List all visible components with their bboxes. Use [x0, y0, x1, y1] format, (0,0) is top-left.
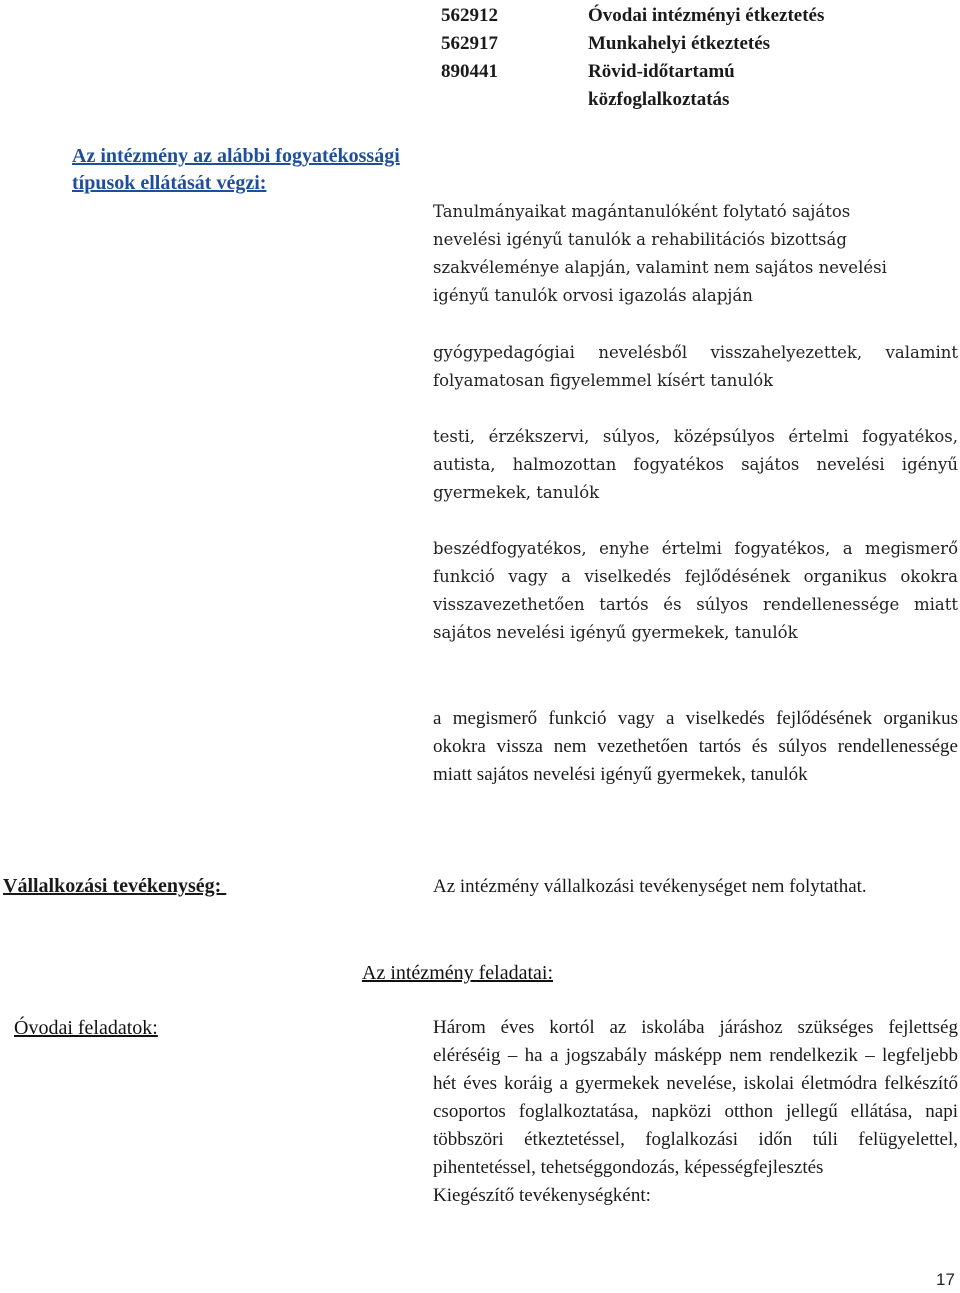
disability-types-label: Az intézmény az alábbi fogyatékossági típusok ellátását végzi:: [72, 145, 400, 194]
business-activity-text: Az intézmény vállalkozási tevékenységet nem folytathat.: [433, 876, 867, 897]
supplementary-label: Kiegészítő tevékenységként:: [433, 1185, 651, 1206]
kindergarten-tasks-label: Óvodai feladatok:: [14, 1017, 158, 1039]
activity-name: Munkahelyi étkeztetés: [588, 33, 771, 54]
activity-code: 890441: [441, 61, 498, 82]
paragraph-text: testi, érzékszervi, súlyos, középsúlyos értelmi fogyatékos, autista, halmozottan fogyatékos sajátos nevelési igényű gyermekek, tanulók: [433, 427, 958, 502]
paragraph-text: beszédfogyatékos, enyhe értelmi fogyatékos, a megismerő funkció vagy a viselkedés fejlődésének organikus okokra visszavezethetően tartós és súlyos rendellenessége miatt sajátos nevelési igényű gyermekek, tanulók: [433, 539, 958, 642]
disability-paragraph: [433, 423, 958, 507]
tasks-heading: Az intézmény feladatai:: [362, 962, 554, 984]
activity-name: Rövid-időtartamú közfoglalkoztatás: [588, 61, 735, 110]
paragraph-text: gyógypedagógiai nevelésből visszahelyezettek, valamint folyamatosan figyelemmel kísért tanulók: [433, 343, 958, 390]
paragraph-text: a megismerő funkció vagy a viselkedés fejlődésének organikus okokra vissza nem vezethetően tartós és súlyos rendellenessége miatt sajátos nevelési igényű gyermekek, tanulók: [433, 708, 958, 785]
paragraph-text: Tanulmányaikat magántanulóként folytató sajátos nevelési igényű tanulók a rehabilitációs bizottság szakvéleménye alapján, valamint nem sajátos nevelési igényű tanulók orvosi igazolás alapján: [433, 202, 887, 305]
disability-paragraph: [433, 705, 958, 789]
activity-code: 562917: [441, 33, 498, 54]
kindergarten-tasks-text: [433, 1014, 958, 1210]
kindergarten-tasks-paragraph: Három éves kortól az iskolába járáshoz szükséges fejlettség eléréséig – ha a jogszabály másképp nem rendelkezik – legfeljebb hét éves koráig a gyermekek nevelése, iskolai életmódra felkészítő csoportos foglalkoztatása, napközi otthon jellegű ellátása, napi többszöri étkeztetéssel, foglalkozási időn túli felügyelettel, pihentetéssel, tehetséggondozás, képességfejlesztés: [433, 1017, 958, 1178]
disability-paragraph: [433, 198, 903, 310]
business-activity-label: Vállalkozási tevékenység:: [3, 875, 227, 897]
disability-paragraph: [433, 339, 958, 395]
disability-paragraph: [433, 535, 958, 647]
activity-name: Óvodai intézményi étkeztetés: [588, 5, 825, 26]
activity-code: 562912: [441, 5, 498, 26]
page-number: 17: [936, 1270, 955, 1289]
